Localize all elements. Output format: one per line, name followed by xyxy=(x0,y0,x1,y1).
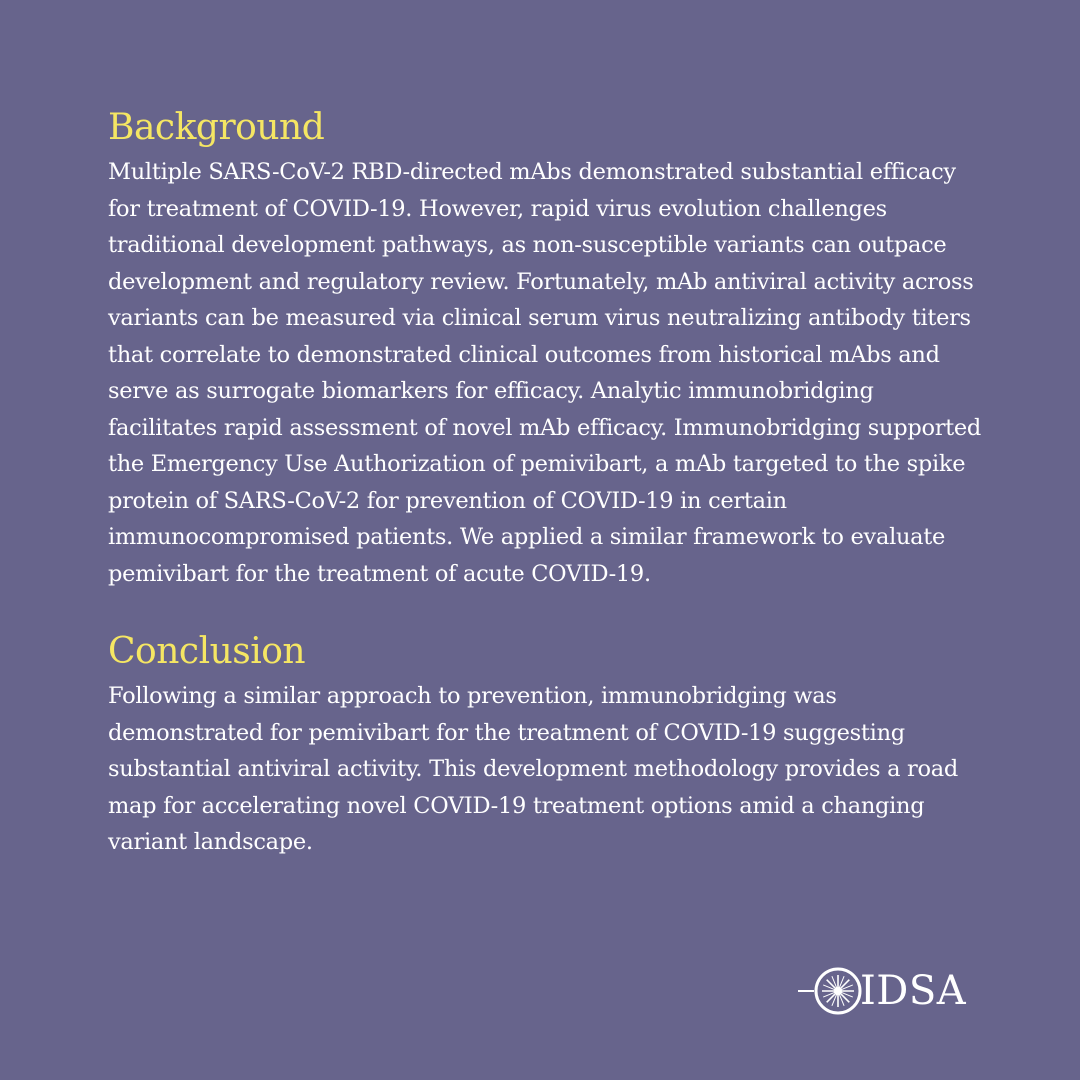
logo-text: IDSA xyxy=(860,968,967,1014)
background-heading: Background xyxy=(108,107,325,148)
background-text: Multiple SARS-CoV-2 RBD-directed mAbs demonstrated substantial efficacy for treatment of COVID-19. However, rapid virus evolution challenges traditional development pathways, as non-susceptible variants can outpace development and regulatory review. Fortunately, mAb antiviral activity across variants can be measured via clinical serum virus neutralizing antibody titers that correlate to demonstrated clinical outcomes from historical mAbs and serve as surrogate biomarkers for efficacy. Analytic immunobridging facilitates rapid assessment of novel mAb efficacy. Immunobridging supported the Emergency Use Authorization of pemivibart, a mAb targeted to the spike protein of SARS-CoV-2 for prevention of COVID-19 in certain immunocompromised patients. We applied a similar framework to evaluate pemivibart for the treatment of acute COVID-19. xyxy=(108,159,982,587)
idsa-logo xyxy=(798,966,966,1016)
conclusion-section xyxy=(108,626,988,861)
conclusion-text: Following a similar approach to prevention, immunobridging was demonstrated for pemivibart for the treatment of COVID-19 suggesting substantial antiviral activity. This development methodology provides a road map for accelerating novel COVID-19 treatment options amid a changing variant landscape. xyxy=(108,683,958,855)
abstract-content xyxy=(108,102,988,861)
star-burst-icon xyxy=(798,966,862,1016)
background-section xyxy=(108,102,988,592)
conclusion-heading: Conclusion xyxy=(108,631,306,672)
